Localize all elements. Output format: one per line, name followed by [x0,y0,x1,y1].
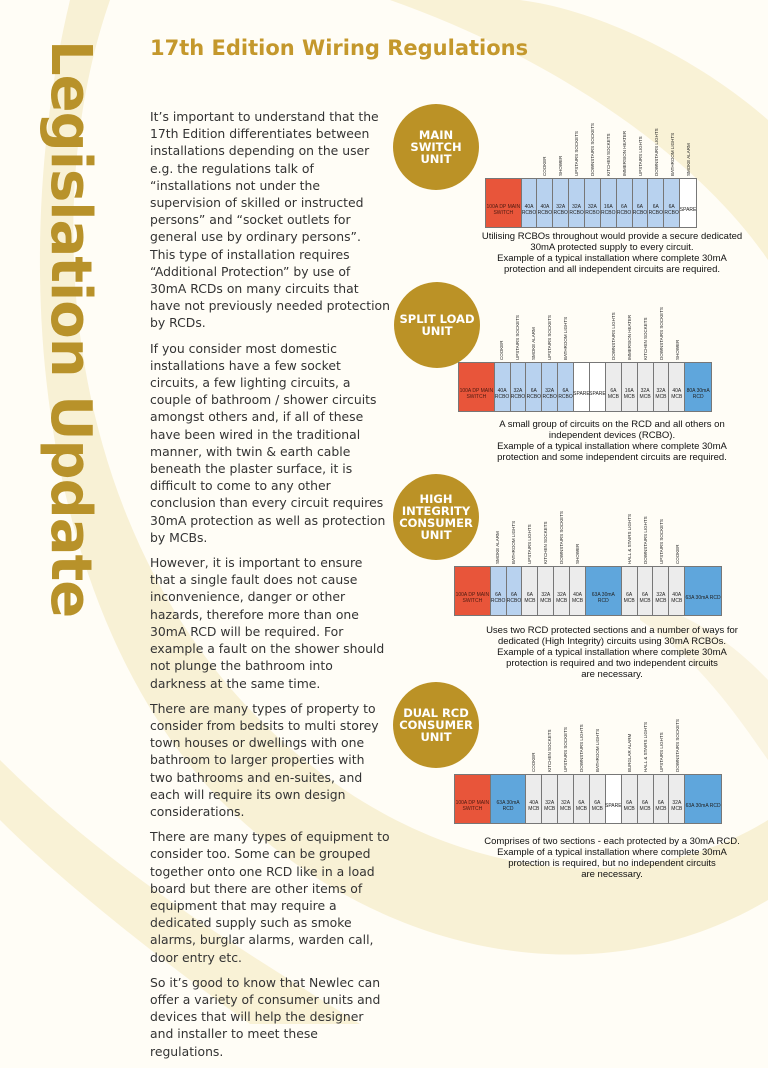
unit-diagram [485,112,765,222]
device-cell: 32A MCB [558,775,574,823]
device-cell: 6A RCBO [526,363,542,411]
circuit-label: DOWNSTAIRS SOCKETS [659,307,664,360]
page-heading: 17th Edition Wiring Regulations [150,36,529,60]
paragraph: There are many types of property to consider from bedsits to multi storey town houses or dwellings with one bathroom to larger properties with two bathrooms and en-suites, and each will require its own design considerations. [150,700,379,819]
circuit-label: HALL & STAIRS LIGHTS [643,721,648,772]
circuit-label: SHOWER [558,155,563,176]
device-cell: 32A RCBO [585,179,601,227]
unit-badge: DUAL RCD CONSUMER UNIT [393,682,479,768]
device-cell: 63A 30mA RCD [491,775,527,823]
circuit-label: UPSTAIRS LIGHTS [527,524,532,564]
device-cell: SPARE [606,775,622,823]
circuit-label [467,502,477,564]
device-cell: 6A RCBO [633,179,649,227]
device-cell: 6A MCB [622,775,638,823]
device-cell: 32A MCB [638,363,654,411]
circuit-label: DOWNSTAIRS LIGHTS [643,516,648,564]
device-cell: 32A RCBO [542,363,558,411]
circuit-label: DOWNSTAIRS LIGHTS [654,128,659,176]
device-strip [485,178,697,228]
circuit-label [593,298,603,360]
device-cell: 6A MCB [606,363,622,411]
device-cell: SPARE [574,363,590,411]
vertical-title: Legislation Update [38,40,103,618]
device-cell: 6A MCB [638,775,654,823]
circuit-label [694,298,704,360]
circuit-label [699,710,709,772]
device-cell: 63A 30mA RCD [586,567,622,615]
device-cell: 32A RCBO [553,179,569,227]
paragraph: However, it is important to ensure that a single fault does not cause inconvenience, danger or other hazards, therefore more than one 30mA RCD will be required. For example a fault on the shower should not plunge the bathroom into darkness at the same time. [150,555,385,691]
circuit-label: COOKER [499,340,504,360]
device-cell: 6A MCB [522,567,538,615]
circuit-label: KITCHEN SOCKETS [543,521,548,564]
device-cell: 40A MCB [526,775,542,823]
circuit-label: BATHROOM LIGHTS [595,728,600,772]
circuit-label: SMOKE ALARM [531,327,536,360]
circuit-label [498,114,508,176]
device-cell: 32A MCB [669,775,685,823]
device-cell: 32A RCBO [511,363,527,411]
circuit-label: IMMERSION HEATER [622,130,627,176]
device-cell: 32A MCB [654,363,670,411]
device-cell: 32A RCBO [569,179,585,227]
paragraph: So it’s good to know that Newlec can offer a variety of consumer units and devices that will help the designer and installer to meet these regulations. [150,974,381,1059]
unit-caption: A small group of circuits on the RCD and all others on independent devices (RCBO). Example of a typical installation where complete 30mA protection and some independent circuits are required. [497,419,727,463]
device-cell: 6A MCB [574,775,590,823]
device-cell: 40A MCB [570,567,586,615]
device-cell: 40A RCBO [537,179,553,227]
device-cell: 100A DP MAIN SWITCH [455,567,491,615]
unit-caption: Utilising RCBOs throughout would provide a secure dedicated 30mA protected supply to every circuit. Example of a typical installation where complete 30mA protection and all independent circuits are required. [481,231,743,275]
circuit-label [471,298,481,360]
device-cell: 6A RCBO [507,567,523,615]
circuit-label: DOWNSTAIRS LIGHTS [611,312,616,360]
circuit-label: IMMERSION HEATER [627,314,632,360]
circuit-label: UPSTAIRS SOCKETS [574,131,579,176]
circuit-label: BURGLAR ALARM [627,733,632,772]
device-cell: 6A MCB [654,775,670,823]
device-cell: 6A RCBO [664,179,680,227]
device-cell: 32A MCB [538,567,554,615]
device-cell: SPARE [680,179,696,227]
circuit-label [699,502,709,564]
circuit-label: UPSTAIRS SOCKETS [547,315,552,360]
circuit-label: COOKER [542,156,547,176]
circuit-label: UPSTAIRS SOCKETS [515,315,520,360]
circuit-label: KITCHEN SOCKETS [643,317,648,360]
paragraph: There are many types of equipment to consider too. Some can be grouped together onto one RCD like in a load board but there are other items of equipment that may require a dedicated supply such as smoke alarms, burglar alarms, warden call, door entry etc. [150,829,390,965]
device-cell: 6A RCBO [558,363,574,411]
device-cell: 32A MCB [542,775,558,823]
circuit-label: BATHROOM LIGHTS [563,316,568,360]
body-text [150,108,390,1068]
device-cell: 6A RCBO [491,567,507,615]
circuit-label: UPSTAIRS LIGHTS [659,732,664,772]
paragraph: It’s important to understand that the 17th Edition differentiates between installations depending on the user e.g. the regulations talk of “installations not under the supervision of skilled or instructed persons” and “socket outlets for general use by ordinary persons”. This type of installation requires “Additional Protection” by use of 30mA RCDs on many circuits that have not previously needed protection by RCDs. [150,109,390,331]
circuit-label: UPSTAIRS SOCKETS [563,727,568,772]
device-cell: 6A MCB [590,775,606,823]
unit-badge: HIGH INTEGRITY CONSUMER UNIT [393,474,479,560]
circuit-label: BATHROOM LIGHTS [511,520,516,564]
circuit-label [599,502,609,564]
device-strip [458,362,712,412]
circuit-label: BATHROOM LIGHTS [670,132,675,176]
unit-diagram [454,708,754,818]
device-strip [454,774,722,824]
unit-caption: Comprises of two sections - each protected by a 30mA RCD. Example of a typical installation where complete 30mA protection is required, but no independent circuits are necessary. [484,836,740,880]
device-cell: 63A 30mA RCD [685,567,721,615]
circuit-label: COOKER [675,544,680,564]
device-cell: 32A MCB [554,567,570,615]
device-cell: 40A MCB [669,363,685,411]
circuit-label: HALL & STAIRS LIGHTS [627,513,632,564]
circuit-label: DOWNSTAIRS LIGHTS [579,724,584,772]
device-cell: 100A DP MAIN SWITCH [455,775,491,823]
circuit-label: SHOWER [575,543,580,564]
device-strip [454,566,722,616]
unit-diagram [454,500,754,610]
circuit-label: SHOWER [675,339,680,360]
circuit-label [609,710,619,772]
device-cell: SPARE [590,363,606,411]
device-cell: 6A MCB [638,567,654,615]
device-cell: 80A 30mA RCD [685,363,711,411]
device-cell: 100A DP MAIN SWITCH [486,179,522,227]
device-cell: 16A RCBO [601,179,617,227]
unit-badge: SPLIT LOAD UNIT [394,282,480,368]
circuit-label [467,710,477,772]
device-cell: 6A RCBO [648,179,664,227]
device-cell: 6A RCBO [617,179,633,227]
unit-badge: MAIN SWITCH UNIT [393,104,479,190]
device-cell: 100A DP MAIN SWITCH [459,363,495,411]
circuit-label: SMOKE ALARM [686,143,691,176]
device-cell: 16A MCB [622,363,638,411]
circuit-label: SMOKE ALARM [495,531,500,564]
circuit-label: UPSTAIRS SOCKETS [659,519,664,564]
circuit-label [524,114,534,176]
unit-caption: Uses two RCD protected sections and a number of ways for dedicated (High Integrity) circuits using 30mA RCBOs. Example of a typical installation where complete 30mA protection is required and two independent circuits are necessary. [486,625,738,680]
device-cell: 32A MCB [653,567,669,615]
device-cell: 40A RCBO [495,363,511,411]
circuit-label [577,298,587,360]
circuit-label: DOWNSTAIRS SOCKETS [559,511,564,564]
device-cell: 40A MCB [669,567,685,615]
circuit-label: UPSTAIRS LIGHTS [638,136,643,176]
device-cell: 63A 30mA RCD [685,775,721,823]
device-cell: 40A RCBO [522,179,538,227]
circuit-label: DOWNSTAIRS SOCKETS [590,123,595,176]
circuit-label: KITCHEN SOCKETS [606,133,611,176]
circuit-label: KITCHEN SOCKETS [547,729,552,772]
paragraph: If you consider most domestic installations have a few socket circuits, a few lighting circuits, a couple of bathroom / shower circuits amongst others and, if all of these have been wired in the traditional manner, with twin & earth cable beneath the plaster surface, it is difficult to come to any other conclusion than every circuit requires 30mA protection as well as protection by MCBs. [150,340,386,545]
device-cell: 6A MCB [622,567,638,615]
circuit-label: COOKER [531,752,536,772]
circuit-label [503,710,513,772]
circuit-label: DOWNSTAIRS SOCKETS [675,719,680,772]
unit-diagram [458,296,758,406]
